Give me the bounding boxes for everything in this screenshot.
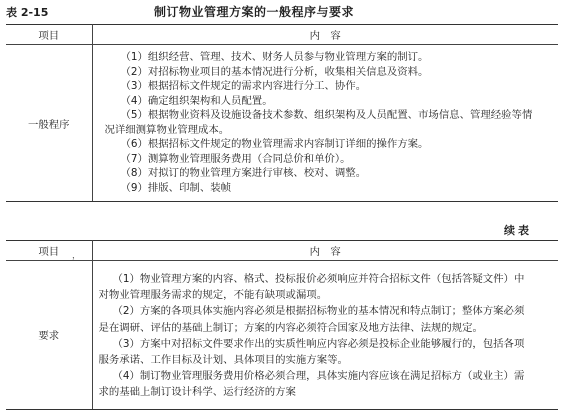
list-item: （2）对招标物业项目的基本情况进行分析，收集相关信息及资料。 <box>120 65 429 78</box>
procedure-list <box>93 45 559 201</box>
list-item: （9）排版、印制、装帧 <box>120 181 232 194</box>
list-item: （1）组织经营、管理、技术、财务人员参与物业管理方案的制订。 <box>120 51 429 63</box>
list-item: （1）物业管理方案的内容、格式、投标报价必须响应并符合招标文件（包括答疑文件）中 <box>112 273 525 285</box>
requirements-table <box>6 240 558 410</box>
row-label-general-procedure: 一般程序 <box>6 45 92 202</box>
table-row <box>6 45 558 202</box>
list-item: （4）制订物业管理服务费用价格必须合理，具体实施内容应该在满足招标方（或业主）需 <box>112 370 525 383</box>
list-item-continuation: 是在调研、评估的基础上制订；方案的内容必须符合国家及地方法律、法规的规定。 <box>98 321 483 334</box>
list-item: （2）方案的各项具体实施内容必须是根据招标物业的基本情况和特点制订；整体方案必须 <box>112 305 525 318</box>
header-content: 内 容 <box>92 241 558 261</box>
header-item: 项目 <box>6 25 92 45</box>
table-header-row <box>6 241 558 261</box>
stray-mark: ， <box>72 251 82 261</box>
list-item: （6）根据招标文件规定的物业管理需求内容制订详细的操作方案。 <box>120 138 429 150</box>
list-item-continuation: 服务承诺、工作目标及计划、具体项目的实施方案等。 <box>98 353 348 366</box>
list-item: （7）测算物业管理服务费用（合同总价和单价）。 <box>120 152 351 165</box>
header-content: 内 容 <box>92 25 558 45</box>
list-item-continuation: 对物业管理服务需求的规定，不能有缺项或漏项。 <box>98 289 328 302</box>
requirements-list <box>93 261 559 409</box>
list-item: （3）根据招标文件规定的需求内容进行分工、协作。 <box>120 80 367 92</box>
list-item-continuation: 况详细测算物业管理成本。 <box>104 123 230 136</box>
list-item: （8）对拟订的物业管理方案进行审核、校对、调整。 <box>120 167 367 179</box>
list-item: （5）根据物业资料及设施设备技术参数、组织架构及人员配置、市场信息、管理经验等情 <box>120 109 533 121</box>
table-number: 表 2-15 <box>6 6 49 19</box>
table-caption <box>6 3 558 21</box>
header-item: 项目 <box>6 241 92 261</box>
list-item-continuation: 求的基础上制订设计科学、运行经济的方案 <box>98 386 296 399</box>
row-label-requirements: 要求 <box>6 261 92 410</box>
list-item: （3）方案中对招标文件要求作出的实质性响应内容必须是投标企业能够履行的，包括各项 <box>112 337 525 350</box>
procedure-table <box>6 24 558 202</box>
table-row <box>6 261 558 410</box>
table-header-row <box>6 25 558 45</box>
table-title: 制订物业管理方案的一般程序与要求 <box>154 5 355 19</box>
list-item: （4）确定组织架构和人员配置。 <box>120 94 273 107</box>
continued-label: 续表 <box>504 224 532 237</box>
